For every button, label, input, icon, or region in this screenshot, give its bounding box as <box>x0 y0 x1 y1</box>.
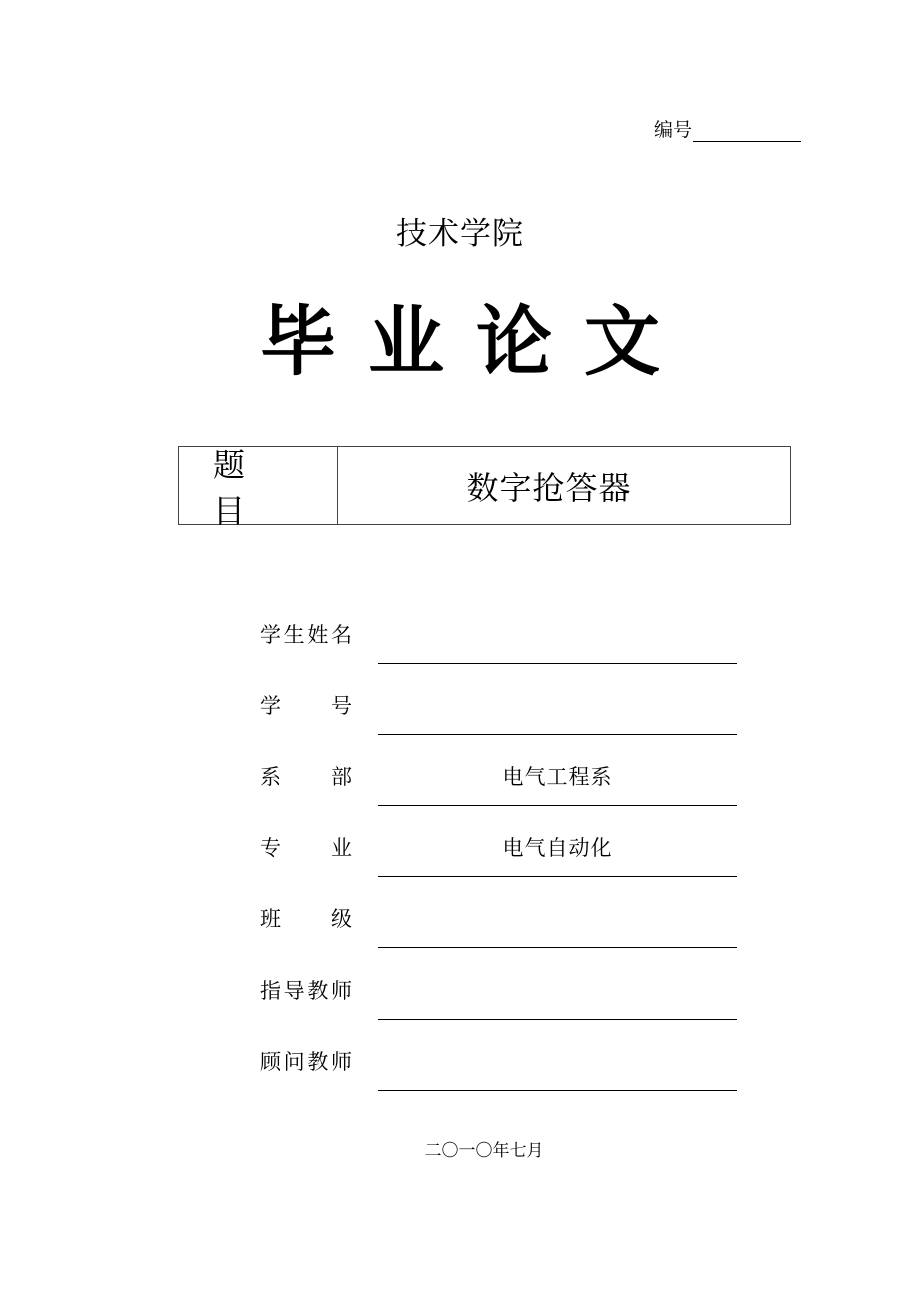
field-label <box>260 691 352 721</box>
field-underline <box>378 1019 737 1020</box>
field-label <box>260 976 352 1006</box>
document-title: 毕业论文 <box>260 297 692 386</box>
field-label-char: 姓 <box>307 623 329 647</box>
field-label-char: 导 <box>283 979 305 1003</box>
field-label-char: 系 <box>260 765 281 789</box>
field-label-char: 学 <box>260 694 281 718</box>
field-value: 电气自动化 <box>502 836 613 860</box>
field-value: 电气工程系 <box>502 765 613 789</box>
field-class <box>260 904 737 976</box>
topic-table <box>178 445 791 530</box>
field-label <box>260 833 352 863</box>
field-label-char: 名 <box>330 623 352 647</box>
topic-value: 数字抢答器 <box>466 468 632 507</box>
document-number-label: 编号 <box>654 119 693 141</box>
topic-label: 题目 <box>179 447 338 524</box>
field-department <box>260 762 737 834</box>
field-label <box>260 1047 352 1077</box>
field-label-char: 生 <box>283 623 305 647</box>
field-label-char: 专 <box>260 836 281 860</box>
field-consultant <box>260 1047 737 1119</box>
field-underline <box>378 805 737 806</box>
field-student-name <box>260 620 737 692</box>
field-label-char: 学 <box>260 623 281 647</box>
field-label-char: 顾 <box>260 1050 281 1074</box>
field-label-char: 指 <box>260 979 281 1003</box>
cover-date: 二〇一〇年七月 <box>424 1141 544 1161</box>
field-label-char: 级 <box>331 907 352 931</box>
field-advisor <box>260 976 737 1048</box>
institution-name: 技术学院 <box>396 216 524 252</box>
field-label-char: 教 <box>307 979 329 1003</box>
field-underline <box>378 663 737 664</box>
field-student-id <box>260 691 737 763</box>
document-number <box>654 118 801 142</box>
field-label-char: 师 <box>330 979 352 1003</box>
field-label <box>260 620 352 650</box>
field-label-char: 号 <box>331 694 352 718</box>
field-label-char: 业 <box>331 836 352 860</box>
field-label-char: 班 <box>260 907 281 931</box>
field-underline <box>378 947 737 948</box>
field-underline <box>378 734 737 735</box>
field-underline <box>378 1090 737 1091</box>
field-underline <box>378 876 737 877</box>
field-label-char: 教 <box>307 1050 329 1074</box>
field-major <box>260 833 737 905</box>
field-label-char: 部 <box>331 765 352 789</box>
field-label-char: 师 <box>330 1050 352 1074</box>
field-label-char: 问 <box>283 1050 305 1074</box>
field-label <box>260 762 352 792</box>
document-number-blank <box>693 121 801 142</box>
field-label <box>260 904 352 934</box>
